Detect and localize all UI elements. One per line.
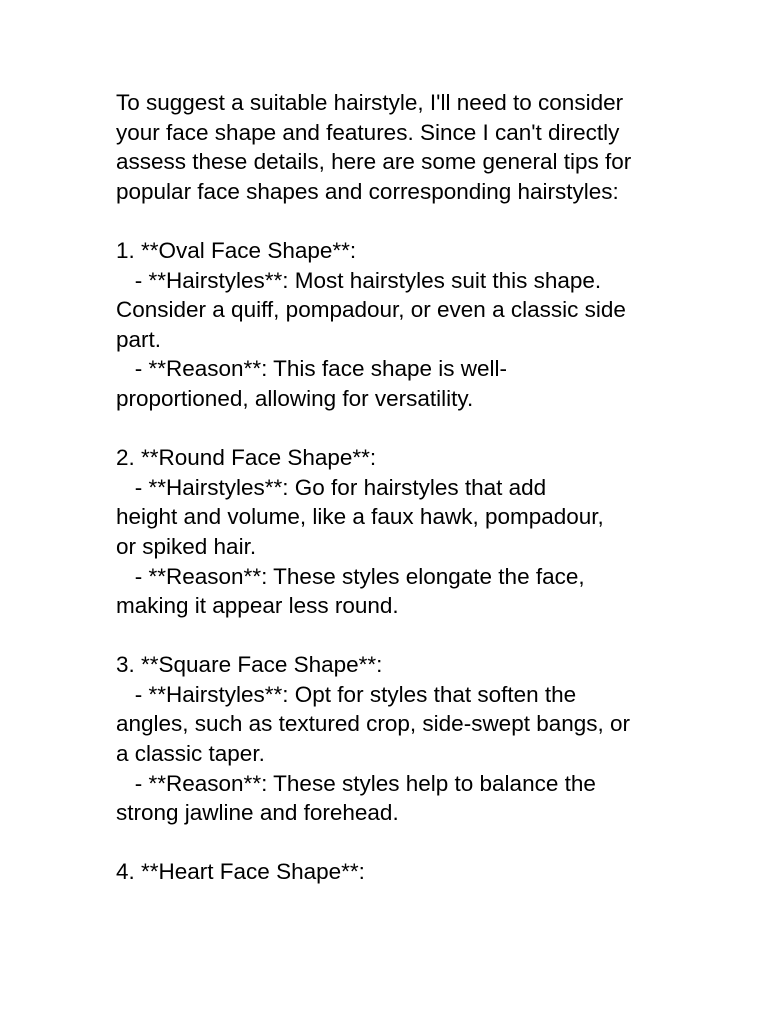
- text-line: - **Hairstyles**: Go for hairstyles that add: [116, 474, 547, 500]
- text-line: strong jawline and forehead.: [116, 800, 399, 826]
- text-line: your face shape and features. Since I can't directly: [116, 119, 620, 145]
- text-line: angles, such as textured crop, side-swept bangs, or: [116, 711, 631, 737]
- text-line: - **Reason**: These styles help to balance the: [116, 770, 596, 796]
- text-line: a classic taper.: [116, 741, 265, 767]
- text-line: 2. **Round Face Shape**:: [116, 445, 377, 471]
- text-line: 4. **Heart Face Shape**:: [116, 859, 365, 885]
- blank-line: [116, 414, 676, 444]
- text-line: making it appear less round.: [116, 593, 399, 619]
- text-line: Consider a quiff, pompadour, or even a classic side: [116, 297, 626, 323]
- blank-line: [116, 621, 676, 651]
- blank-line: [116, 828, 676, 858]
- document-text: [116, 88, 676, 887]
- text-line: popular face shapes and corresponding hairstyles:: [116, 178, 619, 204]
- blank-line: [116, 206, 676, 236]
- text-line: - **Hairstyles**: Most hairstyles suit this shape.: [116, 267, 602, 293]
- text-line: - **Reason**: These styles elongate the face,: [116, 563, 585, 589]
- text-line: height and volume, like a faux hawk, pompadour,: [116, 504, 604, 530]
- text-line: 3. **Square Face Shape**:: [116, 652, 383, 678]
- text-line: or spiked hair.: [116, 533, 257, 559]
- text-line: proportioned, allowing for versatility.: [116, 385, 474, 411]
- text-line: - **Reason**: This face shape is well-: [116, 356, 508, 382]
- text-line: To suggest a suitable hairstyle, I'll need to consider: [116, 90, 624, 115]
- text-line: - **Hairstyles**: Opt for styles that soften the: [116, 681, 577, 707]
- text-line: 1. **Oval Face Shape**:: [116, 237, 357, 263]
- text-line: part.: [116, 326, 162, 352]
- text-line: assess these details, here are some general tips for: [116, 149, 632, 175]
